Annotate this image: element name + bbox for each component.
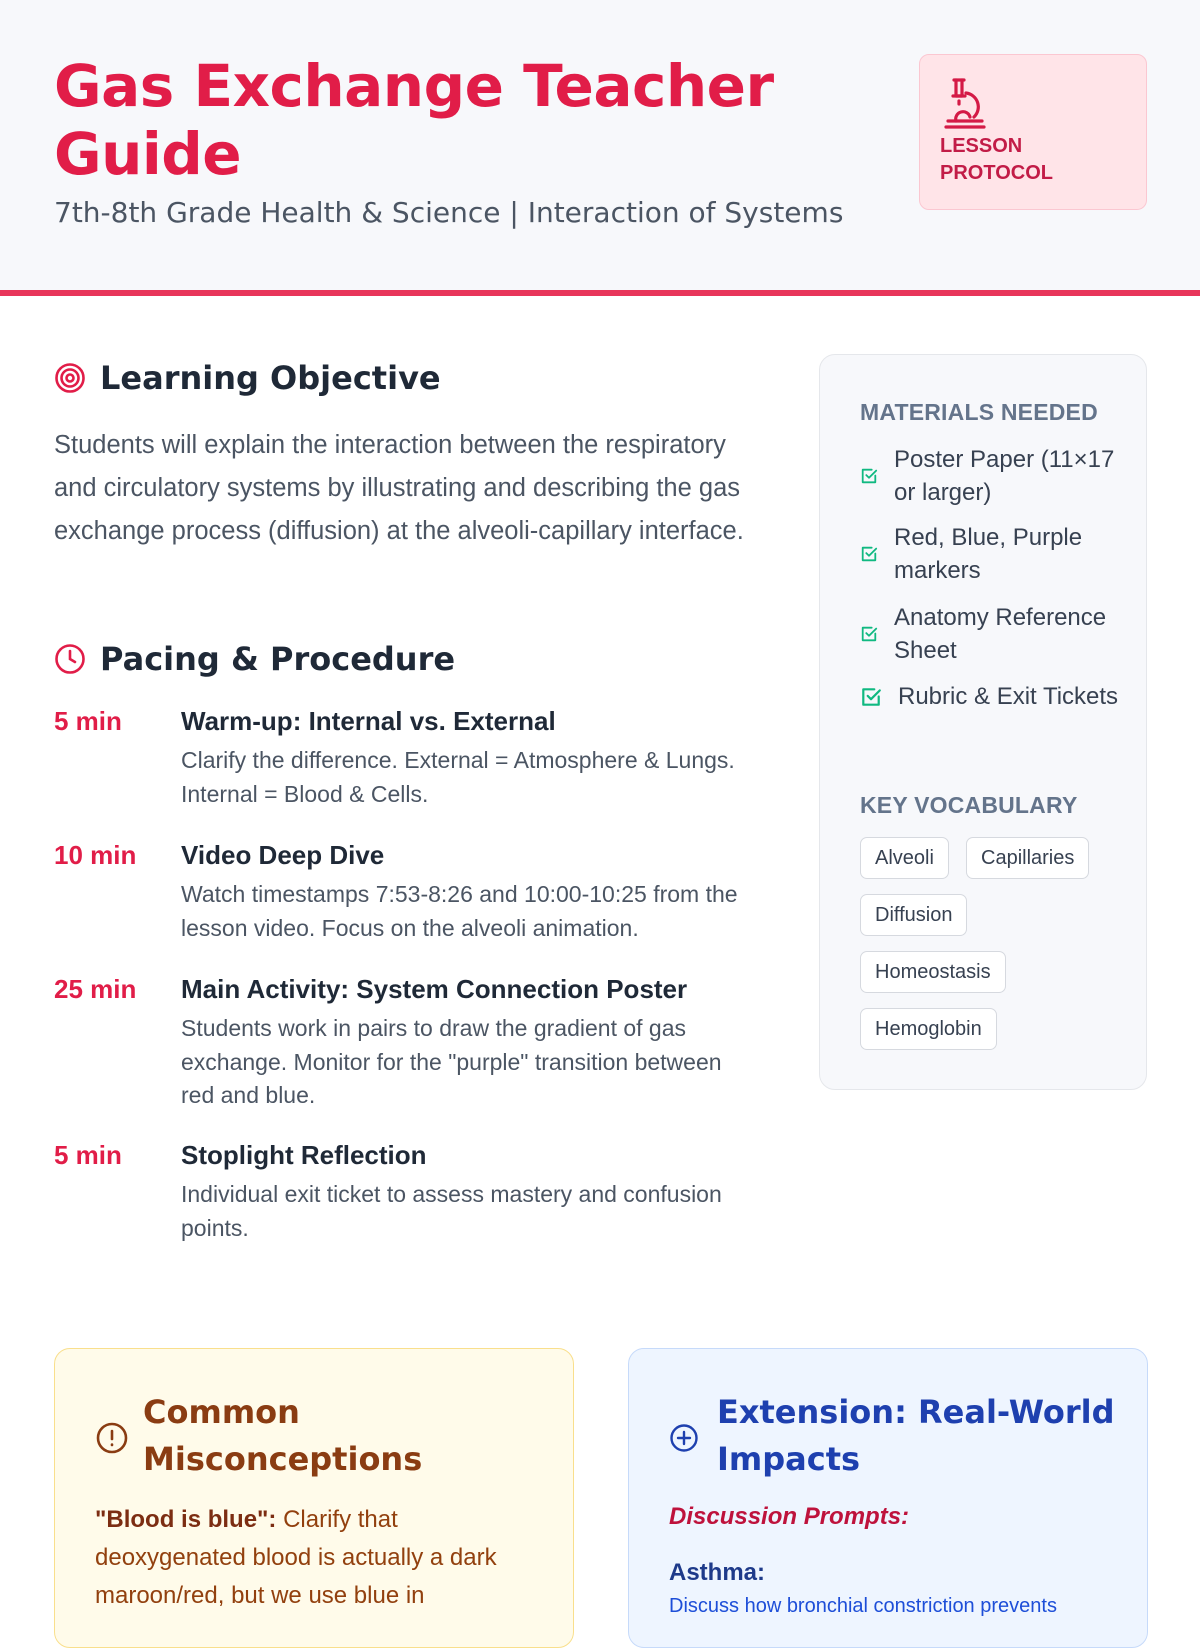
misconceptions-heading: Common Misconceptions: [143, 1393, 423, 1478]
material-item: [860, 680, 1120, 713]
step-description: Individual exit ticket to assess mastery and confusion points.: [181, 1181, 722, 1241]
pacing-heading: [54, 640, 455, 678]
objective-text: Students will explain the interaction between the respiratory and circulatory systems by illustrating and describing the gas exchange process (diffusion) at the alveoli-capillary interface.: [54, 431, 744, 545]
material-label: Poster Paper (11×17 or larger): [894, 446, 1115, 506]
step-description: Watch timestamps 7:53-8:26 and 10:00-10:25 from the lesson video. Focus on the alveoli animation.: [181, 881, 738, 941]
asthma-description: Discuss how bronchial constriction prevents: [669, 1595, 1057, 1617]
clock-icon: [54, 643, 86, 675]
step-time: 5 min: [54, 706, 122, 736]
step-title: Main Activity: System Connection Poster: [181, 974, 688, 1004]
vocab-chip: Homeostasis: [860, 951, 1006, 993]
badge-label: LESSON PROTOCOL: [940, 135, 1053, 184]
asthma-label: Asthma:: [669, 1559, 766, 1586]
step-title: Video Deep Dive: [181, 840, 385, 870]
misconception-term: "Blood is blue":: [95, 1506, 277, 1533]
material-label: Red, Blue, Purple markers: [894, 524, 1083, 584]
step-time: 10 min: [54, 840, 137, 870]
checkbox-icon: [860, 625, 878, 643]
step-description: Clarify the difference. External = Atmosphere & Lungs. Internal = Blood & Cells.: [181, 747, 735, 807]
plus-circle-icon: [669, 1423, 699, 1453]
material-label: Anatomy Reference Sheet: [894, 604, 1107, 664]
page-title: Gas Exchange Teacher Guide: [54, 52, 774, 188]
material-item: [860, 521, 1120, 587]
misconception-explanation: Clarify that deoxygenated blood is actually a dark maroon/red, but we use blue in: [95, 1506, 497, 1609]
step-description: Students work in pairs to draw the gradient of gas exchange. Monitor for the "purple" transition between red and blue.: [181, 1015, 722, 1108]
vocab-chip: Hemoglobin: [860, 1008, 997, 1050]
step-title: Stoplight Reflection: [181, 1140, 427, 1170]
objective-heading-text: Learning Objective: [100, 359, 441, 397]
step-time: 25 min: [54, 974, 137, 1004]
pacing-heading-text: Pacing & Procedure: [100, 640, 456, 678]
header: [0, 0, 1200, 296]
page-subtitle: 7th-8th Grade Health & Science | Interaction of Systems: [54, 196, 844, 229]
misconceptions-card: [54, 1348, 574, 1648]
checkbox-icon: [860, 467, 878, 485]
extension-card: [628, 1348, 1148, 1648]
vocab-chip: Capillaries: [966, 837, 1089, 879]
microscope-icon: [940, 77, 990, 129]
extension-heading: Extension: Real-World Impacts: [717, 1393, 1115, 1478]
objective-heading: [54, 359, 441, 397]
vocab-chip: Alveoli: [860, 837, 949, 879]
checkbox-icon: [860, 686, 882, 708]
material-item: [860, 601, 1120, 667]
checkbox-icon: [860, 545, 878, 563]
discussion-prompts-label: Discussion Prompts:: [669, 1503, 910, 1530]
step-time: 5 min: [54, 1140, 122, 1170]
material-label: Rubric & Exit Tickets: [898, 683, 1119, 710]
step-title: Warm-up: Internal vs. External: [181, 706, 556, 736]
alert-circle-icon: [95, 1421, 129, 1455]
misconception-text: [95, 1501, 535, 1615]
lesson-protocol-badge: [919, 54, 1147, 210]
target-icon: [54, 362, 86, 394]
vocabulary-heading: KEY VOCABULARY: [860, 792, 1078, 818]
vocab-chip: Diffusion: [860, 894, 967, 936]
sidebar-panel: [819, 354, 1147, 1090]
materials-heading: MATERIALS NEEDED: [860, 399, 1098, 425]
material-item: [860, 443, 1120, 509]
